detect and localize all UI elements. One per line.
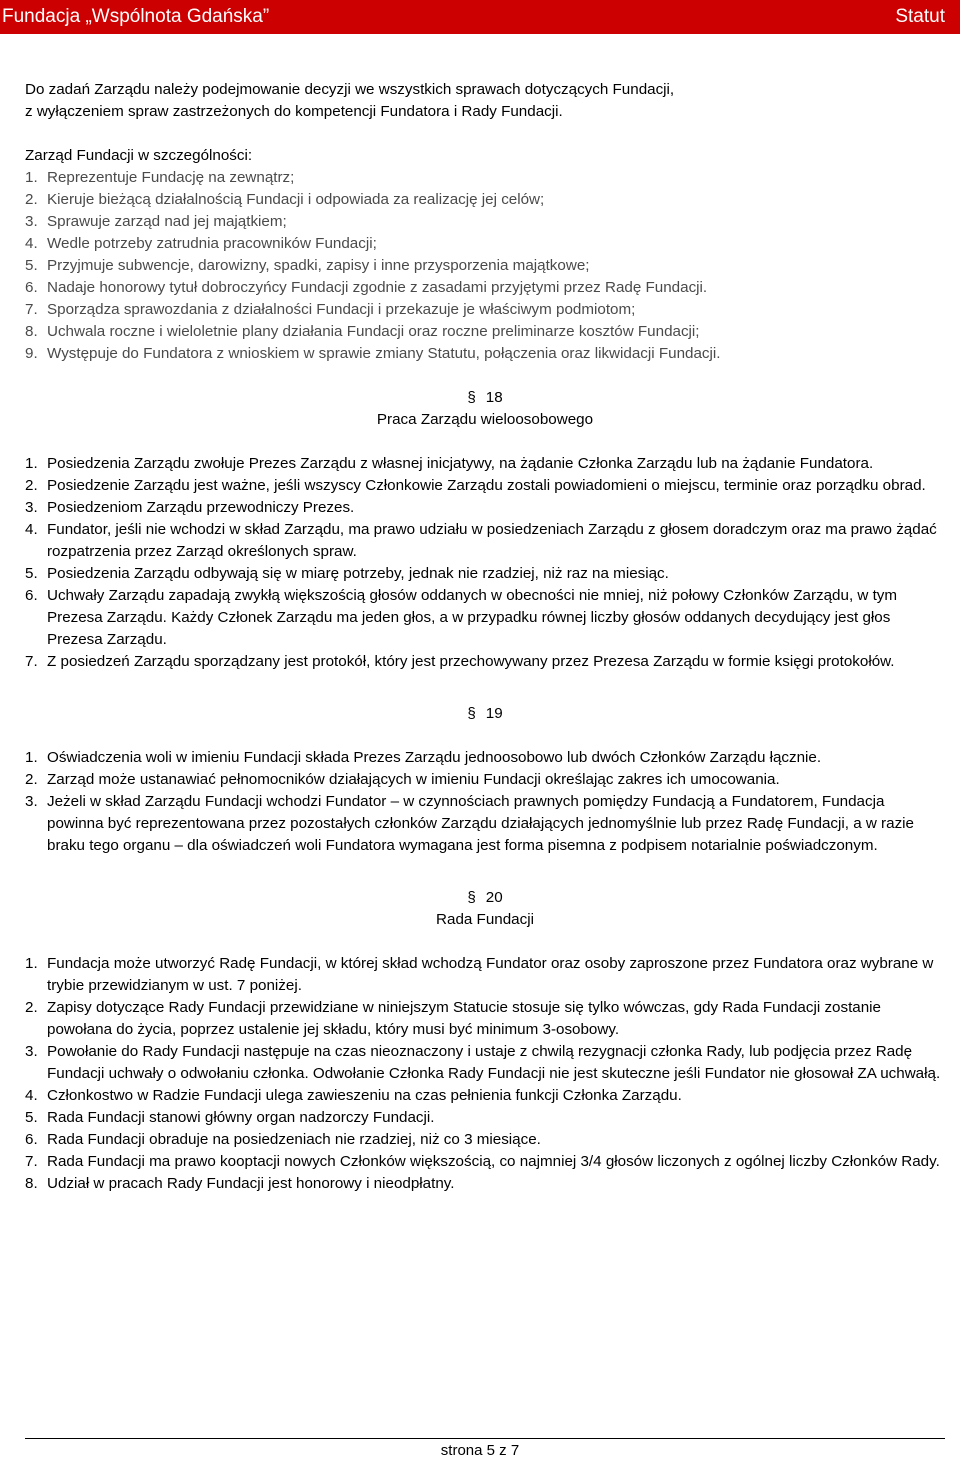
item-text: Posiedzenia Zarządu zwołuje Prezes Zarządu z własnej inicjatywy, na żądanie Członka Zarządu lub na żądanie Fundatora. bbox=[47, 455, 874, 472]
section-20-item bbox=[25, 1085, 945, 1107]
item-number: 3. bbox=[25, 1043, 38, 1060]
item-text: Zarząd może ustanawiać pełnomocników działających w imieniu Fundacji określając zakres ich umocowania. bbox=[47, 771, 780, 788]
item-text: Członkostwo w Radzie Fundacji ulega zawieszeniu na czas pełnienia funkcji Członka Zarządu. bbox=[47, 1087, 682, 1104]
board-duty-item bbox=[25, 343, 945, 365]
document-body bbox=[25, 79, 945, 1195]
section-20-item bbox=[25, 1107, 945, 1129]
item-text: Fundator, jeśli nie wchodzi w skład Zarządu, ma prawo udziału w posiedzeniach Zarządu z głosem doradczym oraz ma prawo żądać rozpatrzenia przez Zarząd określonych spraw. bbox=[47, 521, 937, 560]
item-text: Posiedzenia Zarządu odbywają się w miarę potrzeby, jednak nie rzadziej, niż raz na miesiąc. bbox=[47, 565, 669, 582]
item-number: 6. bbox=[25, 1131, 38, 1148]
board-duty-item bbox=[25, 189, 945, 211]
section-20-item bbox=[25, 1041, 945, 1085]
item-number: 1. bbox=[25, 749, 38, 766]
intro-line-2: z wyłączeniem spraw zastrzeżonych do kompetencji Fundatora i Rady Fundacji. bbox=[25, 103, 563, 120]
section-18-number: 18 bbox=[485, 389, 503, 406]
section-19-item bbox=[25, 769, 945, 791]
section-18-item bbox=[25, 475, 945, 497]
section-18-title: Praca Zarządu wieloosobowego bbox=[376, 411, 594, 428]
section-18-item bbox=[25, 651, 945, 673]
board-duty-item bbox=[25, 211, 945, 233]
board-duties-list bbox=[25, 167, 945, 365]
section-18-item bbox=[25, 519, 945, 563]
item-text: Rada Fundacji stanowi główny organ nadzorczy Fundacji. bbox=[47, 1109, 435, 1126]
paragraph-sign: § bbox=[467, 705, 476, 722]
item-number: 3. bbox=[25, 213, 38, 230]
page-header bbox=[0, 0, 960, 34]
item-number: 1. bbox=[25, 955, 38, 972]
section-19-list bbox=[25, 747, 945, 857]
section-20-number: 20 bbox=[485, 889, 503, 906]
section-20-item bbox=[25, 1129, 945, 1151]
intro-line-1: Do zadań Zarządu należy podejmowanie decyzji we wszystkich sprawach dotyczących Fundacji, bbox=[25, 81, 675, 98]
item-text: Występuje do Fundatora z wnioskiem w sprawie zmiany Statutu, połączenia oraz likwidacji Fundacji. bbox=[47, 345, 721, 362]
item-text: Uchwały Zarządu zapadają zwykłą większością głosów oddanych w obecności nie mniej, niż połowy Członków Zarządu, w tym Prezesa Zarządu. Każdy Członek Zarządu ma jeden głos, a w przypadku równej liczby głosów oddanych decydujący jest głos Prezesa Zarządu. bbox=[47, 587, 898, 648]
section-18-heading bbox=[25, 387, 945, 409]
section-20-item bbox=[25, 953, 945, 997]
item-number: 7. bbox=[25, 301, 38, 318]
section-19-heading bbox=[25, 703, 945, 725]
item-text: Posiedzeniom Zarządu przewodniczy Prezes. bbox=[47, 499, 355, 516]
paragraph-sign: § bbox=[467, 889, 476, 906]
footer-divider bbox=[25, 1438, 945, 1439]
section-20-heading bbox=[25, 887, 945, 909]
item-number: 1. bbox=[25, 169, 38, 186]
item-text: Przyjmuje subwencje, darowizny, spadki, zapisy i inne przysporzenia majątkowe; bbox=[47, 257, 590, 274]
item-number: 1. bbox=[25, 455, 38, 472]
item-number: 7. bbox=[25, 1153, 38, 1170]
item-number: 4. bbox=[25, 235, 38, 252]
item-text: Jeżeli w skład Zarządu Fundacji wchodzi Fundator – w czynnościach prawnych pomiędzy Fundacją a Fundatorem, Fundacja powinna być reprezentowana przez pozostałych członków Zarządu działających jednomyślnie lub przez Radę Fundacji, a w razie braku tego organu – dla oświadczeń woli Fundatora wymagana jest forma pisemna z podpisem notarialnie poświadczonym. bbox=[47, 793, 914, 854]
section-18-item bbox=[25, 453, 945, 475]
item-number: 2. bbox=[25, 999, 38, 1016]
item-number: 4. bbox=[25, 521, 38, 538]
item-text: Rada Fundacji obraduje na posiedzeniach nie rzadziej, niż co 3 miesiące. bbox=[47, 1131, 541, 1148]
section-20-item bbox=[25, 1173, 945, 1195]
item-text: Posiedzenie Zarządu jest ważne, jeśli wszyscy Członkowie Zarządu zostali powiadomieni o miejscu, terminie oraz porządku obrad. bbox=[47, 477, 926, 494]
section-18-item bbox=[25, 585, 945, 651]
item-text: Sprawuje zarząd nad jej majątkiem; bbox=[47, 213, 287, 230]
section-18-item bbox=[25, 497, 945, 519]
item-number: 8. bbox=[25, 323, 38, 340]
board-duty-item bbox=[25, 167, 945, 189]
item-text: Uchwala roczne i wieloletnie plany działania Fundacji oraz roczne preliminarze kosztów Fundacji; bbox=[47, 323, 700, 340]
section-19-number: 19 bbox=[485, 705, 503, 722]
item-number: 6. bbox=[25, 279, 38, 296]
item-text: Powołanie do Rady Fundacji następuje na czas nieoznaczony i ustaje z chwilą rezygnacji członka Rady, lub podjęcia przez Radę Fundacji uchwały o odwołaniu członka. Odwołanie Członka Rady Fundacji nie jest skuteczne jeśli Fundator nie głosował ZA uchwałą. bbox=[47, 1043, 941, 1082]
item-number: 6. bbox=[25, 587, 38, 604]
section-20-list bbox=[25, 953, 945, 1195]
item-text: Udział w pracach Rady Fundacji jest honorowy i nieodpłatny. bbox=[47, 1175, 455, 1192]
page-number: strona 5 z 7 bbox=[440, 1442, 520, 1459]
header-foundation-name: Fundacja „Wspólnota Gdańska” bbox=[2, 6, 270, 27]
item-number: 8. bbox=[25, 1175, 38, 1192]
paragraph-sign: § bbox=[467, 389, 476, 406]
board-duties-lead: Zarząd Fundacji w szczególności: bbox=[25, 147, 253, 164]
item-number: 3. bbox=[25, 499, 38, 516]
board-duty-item bbox=[25, 299, 945, 321]
item-number: 4. bbox=[25, 1087, 38, 1104]
item-text: Sporządza sprawozdania z działalności Fundacji i przekazuje je właściwym podmiotom; bbox=[47, 301, 636, 318]
item-number: 2. bbox=[25, 477, 38, 494]
section-19-item bbox=[25, 747, 945, 769]
item-number: 5. bbox=[25, 1109, 38, 1126]
section-18-item bbox=[25, 563, 945, 585]
item-text: Zapisy dotyczące Rady Fundacji przewidziane w niniejszym Statucie stosuje się tylko wówczas, gdy Rada Fundacji zostanie powołana do życia, poprzez ustalenie jej składu, który musi być minimum 3-osobowy. bbox=[47, 999, 882, 1038]
item-number: 9. bbox=[25, 345, 38, 362]
header-document-type: Statut bbox=[895, 6, 945, 27]
item-number: 3. bbox=[25, 793, 38, 810]
item-number: 5. bbox=[25, 257, 38, 274]
section-18-list bbox=[25, 453, 945, 673]
section-20-title: Rada Fundacji bbox=[436, 911, 534, 928]
item-number: 7. bbox=[25, 653, 38, 670]
section-20-item bbox=[25, 1151, 945, 1173]
item-text: Reprezentuje Fundację na zewnątrz; bbox=[47, 169, 295, 186]
item-number: 2. bbox=[25, 191, 38, 208]
section-20-item bbox=[25, 997, 945, 1041]
item-number: 5. bbox=[25, 565, 38, 582]
item-text: Z posiedzeń Zarządu sporządzany jest protokół, który jest przechowywany przez Prezesa Zarządu w formie księgi protokołów. bbox=[47, 653, 895, 670]
board-duty-item bbox=[25, 255, 945, 277]
board-duty-item bbox=[25, 321, 945, 343]
board-duty-item bbox=[25, 233, 945, 255]
item-text: Nadaje honorowy tytuł dobroczyńcy Fundacji zgodnie z zasadami przyjętymi przez Radę Fundacji. bbox=[47, 279, 708, 296]
item-text: Fundacja może utworzyć Radę Fundacji, w której skład wchodzą Fundator oraz osoby zaproszone przez Fundatora oraz wybrane w trybie przewidzianym w ust. 7 poniżej. bbox=[47, 955, 934, 994]
item-text: Kieruje bieżącą działalnością Fundacji i odpowiada za realizację jej celów; bbox=[47, 191, 545, 208]
section-19-item bbox=[25, 791, 945, 857]
item-number: 2. bbox=[25, 771, 38, 788]
item-text: Rada Fundacji ma prawo kooptacji nowych Członków większością, co najmniej 3/4 głosów liczonych z ogólnej liczby Członków Rady. bbox=[47, 1153, 940, 1170]
board-duty-item bbox=[25, 277, 945, 299]
item-text: Wedle potrzeby zatrudnia pracowników Fundacji; bbox=[47, 235, 377, 252]
item-text: Oświadczenia woli w imieniu Fundacji składa Prezes Zarządu jednoosobowo lub dwóch Członków Zarządu łącznie. bbox=[47, 749, 822, 766]
